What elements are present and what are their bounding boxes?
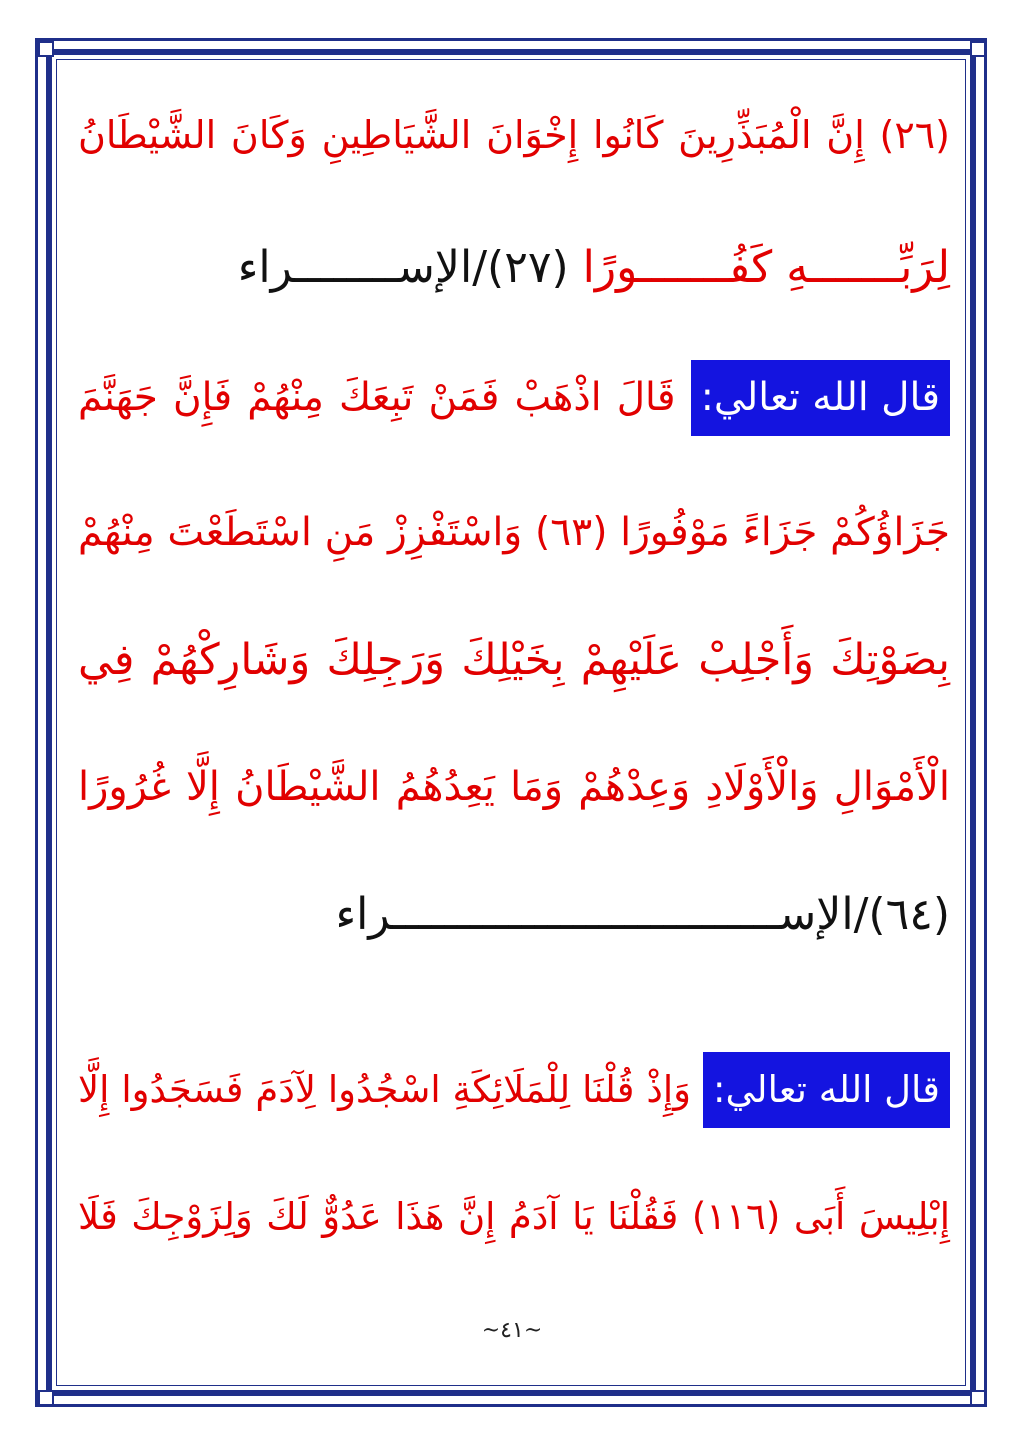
verse-text: إِبْلِيسَ أَبَى (١١٦) فَقُلْنَا يَا آدَمُ إِنَّ هَذَا عَدُوٌّ لَكَ وَلِزَوْجِكَ فَلَا — [78, 1195, 951, 1238]
verse-line-3 — [78, 360, 950, 430]
quote-label: قال الله تعالي: — [703, 1052, 950, 1128]
corner-ornament — [970, 41, 986, 57]
verse-text: قَالَ اذْهَبْ فَمَنْ تَبِعَكَ مِنْهُمْ فَإِنَّ جَهَنَّمَ — [78, 375, 691, 420]
verse-line-1 — [78, 100, 950, 170]
surah-reference: (٢٧)/الإســــــــراء — [237, 242, 583, 293]
corner-ornament — [970, 1390, 986, 1406]
verse-line-5 — [78, 625, 950, 695]
verse-line-6 — [78, 752, 950, 822]
verse-line-2 — [78, 233, 950, 303]
verse-line-7 — [78, 880, 950, 950]
corner-ornament — [38, 1390, 54, 1406]
verse-line-4 — [78, 498, 950, 568]
verse-line-9 — [78, 1182, 950, 1252]
verse-text: لِرَبِّـــــــهِ كَفُـــــــورًا — [582, 242, 950, 293]
verse-text: جَزَاؤُكُمْ جَزَاءً مَوْفُورًا (٦٣) وَاسْتَفْزِزْ مَنِ اسْتَطَعْتَ مِنْهُمْ — [78, 510, 950, 555]
quote-label: قال الله تعالي: — [691, 360, 950, 436]
verse-text: (٢٦) إِنَّ الْمُبَذِّرِينَ كَانُوا إِخْوَانَ الشَّيَاطِينِ وَكَانَ الشَّيْطَانُ — [78, 113, 950, 157]
surah-reference: (٦٤)/الإســــــــــــــــــــــــــــــراء — [335, 889, 950, 940]
verse-text: الْأَمْوَالِ وَالْأَوْلَادِ وَعِدْهُمْ وَمَا يَعِدُهُمُ الشَّيْطَانُ إِلَّا غُرُورًا — [78, 764, 950, 810]
corner-ornament — [38, 41, 54, 57]
verse-line-8 — [78, 1052, 950, 1122]
verse-text: بِصَوْتِكَ وَأَجْلِبْ عَلَيْهِمْ بِخَيْلِكَ وَرَجِلِكَ وَشَارِكْهُمْ فِي — [78, 635, 950, 685]
page-number: ~٤١~ — [481, 1318, 543, 1343]
verse-text: وَإِذْ قُلْنَا لِلْمَلَائِكَةِ اسْجُدُوا لِآدَمَ فَسَجَدُوا إِلَّا — [78, 1068, 703, 1111]
